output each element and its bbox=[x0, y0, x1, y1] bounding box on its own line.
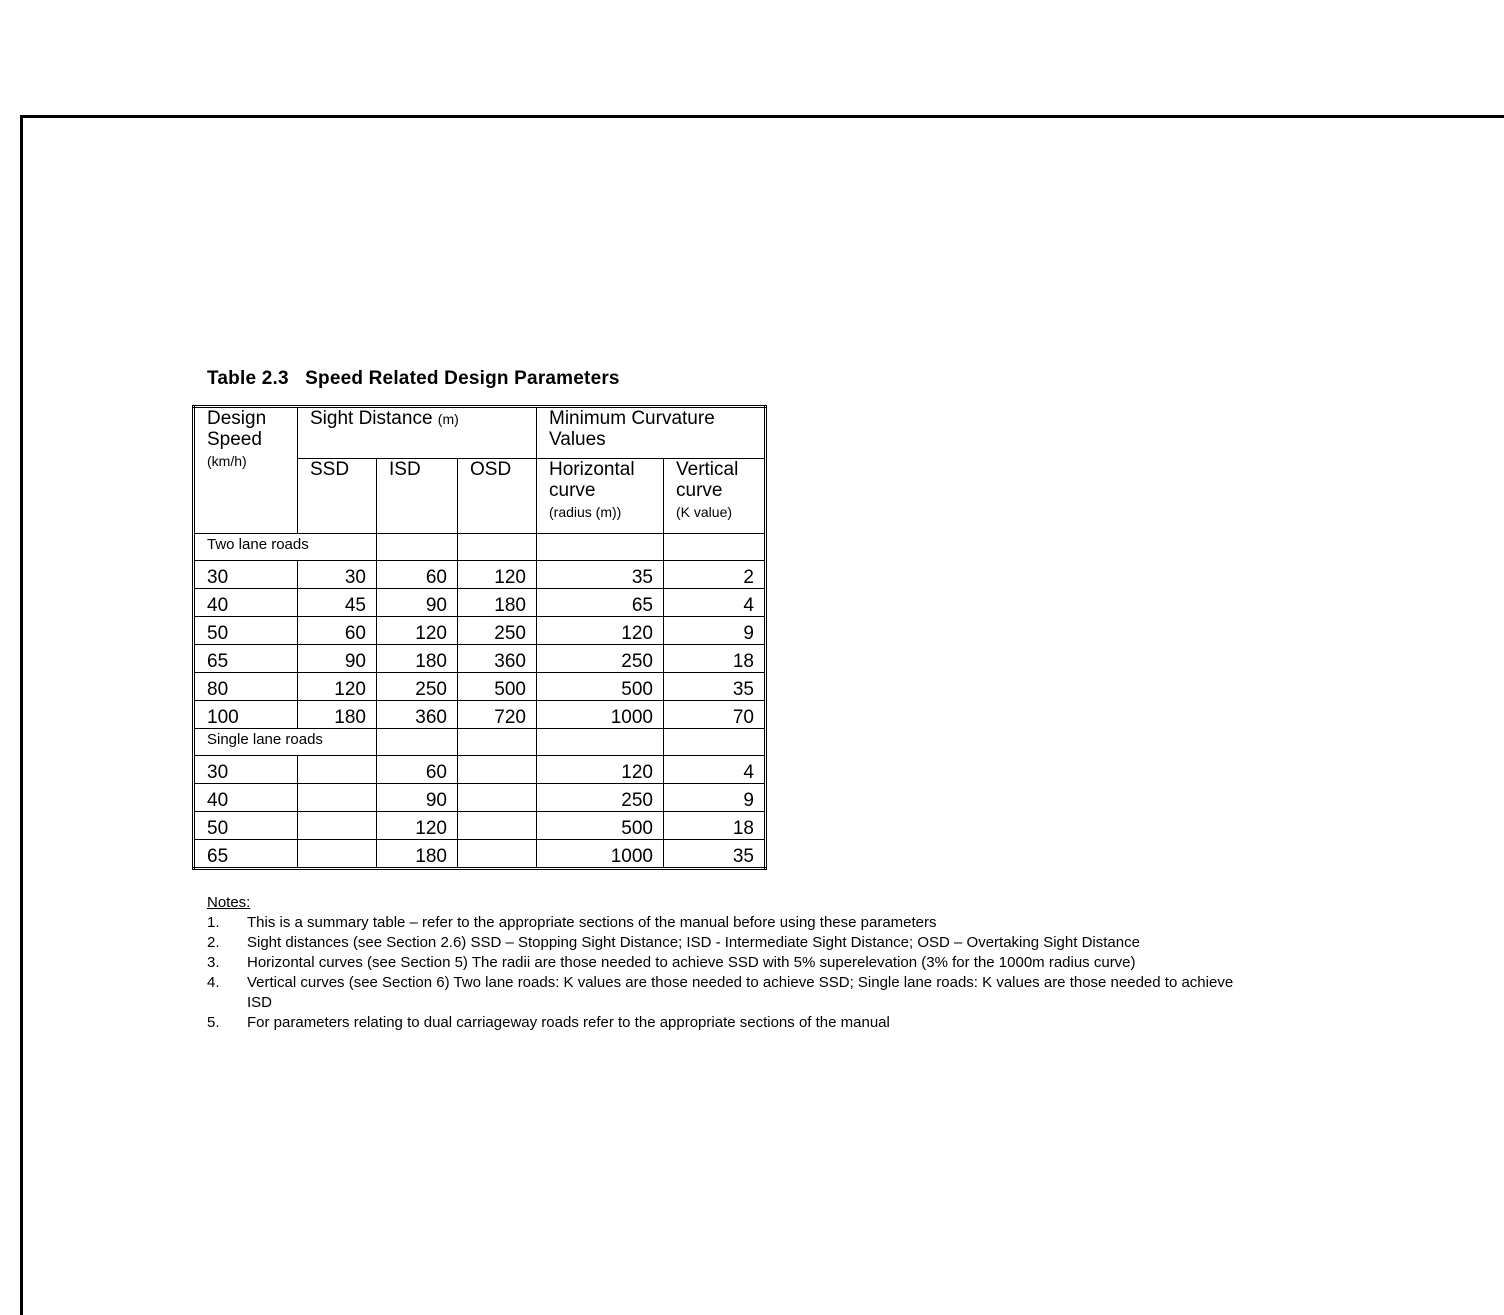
table-row bbox=[194, 645, 766, 673]
table-cell: 50 bbox=[194, 812, 298, 840]
table-row bbox=[194, 673, 766, 701]
table-cell: 250 bbox=[537, 784, 664, 812]
table-cell: 120 bbox=[537, 756, 664, 784]
table-body bbox=[194, 534, 766, 869]
table-cell: 500 bbox=[458, 673, 537, 701]
note-text: Sight distances (see Section 2.6) SSD – Stopping Sight Distance; ISD - Intermediate Sight Distance; OSD – Overtaking Sight Distance bbox=[247, 934, 1140, 951]
table-title: Table 2.3 Speed Related Design Parameters bbox=[207, 368, 620, 389]
table-cell: 2 bbox=[664, 561, 766, 589]
horizontal-curve-unit: (radius (m)) bbox=[549, 504, 622, 520]
empty-cell bbox=[377, 729, 458, 756]
table-cell: 18 bbox=[664, 645, 766, 673]
header-row-1 bbox=[194, 407, 766, 459]
notes-list bbox=[207, 913, 1237, 1033]
table-cell: 500 bbox=[537, 812, 664, 840]
notes bbox=[207, 893, 1237, 1033]
table-cell: 30 bbox=[194, 561, 298, 589]
empty-cell bbox=[458, 729, 537, 756]
note-number: 4. bbox=[207, 974, 220, 991]
table-cell: 35 bbox=[537, 561, 664, 589]
section-row bbox=[194, 534, 766, 561]
table-cell: 60 bbox=[377, 561, 458, 589]
table-cell: 720 bbox=[458, 701, 537, 729]
table-cell: 180 bbox=[298, 701, 377, 729]
note-text: Horizontal curves (see Section 5) The radii are those needed to achieve SSD with 5% superelevation (3% for the 1000m radius curve) bbox=[247, 954, 1136, 971]
table-cell: 30 bbox=[194, 756, 298, 784]
table-cell: 65 bbox=[194, 645, 298, 673]
empty-cell bbox=[537, 729, 664, 756]
note-item bbox=[207, 953, 1237, 973]
table-cell: 65 bbox=[537, 589, 664, 617]
section-label: Single lane roads bbox=[194, 729, 377, 756]
section-row bbox=[194, 729, 766, 756]
table-cell: 35 bbox=[664, 840, 766, 869]
note-number: 1. bbox=[207, 914, 220, 931]
horizontal-curve-label: Horizontal curve bbox=[549, 459, 635, 501]
horizontal-curve-header bbox=[537, 459, 664, 534]
table-cell: 4 bbox=[664, 589, 766, 617]
empty-cell bbox=[377, 534, 458, 561]
vertical-curve-label: Vertical curve bbox=[676, 459, 739, 501]
table-cell bbox=[458, 756, 537, 784]
table-cell: 40 bbox=[194, 784, 298, 812]
table-cell: 50 bbox=[194, 617, 298, 645]
table-cell bbox=[298, 812, 377, 840]
sight-distance-label: Sight Distance bbox=[310, 408, 433, 429]
note-text: For parameters relating to dual carriageway roads refer to the appropriate sections of the manual bbox=[247, 1014, 890, 1031]
design-speed-unit: (km/h) bbox=[207, 453, 247, 469]
table-cell: 120 bbox=[298, 673, 377, 701]
table-cell bbox=[458, 812, 537, 840]
notes-title: Notes: bbox=[207, 894, 251, 911]
sight-distance-header bbox=[298, 407, 537, 459]
table-cell: 250 bbox=[458, 617, 537, 645]
table-row bbox=[194, 812, 766, 840]
table-row bbox=[194, 840, 766, 869]
table-cell: 180 bbox=[458, 589, 537, 617]
table-cell: 180 bbox=[377, 645, 458, 673]
table-cell bbox=[298, 840, 377, 869]
note-item bbox=[207, 913, 1237, 933]
section-label: Two lane roads bbox=[194, 534, 377, 561]
table-cell bbox=[298, 756, 377, 784]
table-cell: 1000 bbox=[537, 701, 664, 729]
min-curvature-label: Minimum Curvature Values bbox=[549, 408, 715, 450]
note-number: 2. bbox=[207, 934, 220, 951]
table-cell: 9 bbox=[664, 617, 766, 645]
vertical-curve-unit: (K value) bbox=[676, 504, 733, 520]
table-cell: 250 bbox=[377, 673, 458, 701]
table-cell: 60 bbox=[377, 756, 458, 784]
note-item bbox=[207, 973, 1237, 1013]
table-cell: 30 bbox=[298, 561, 377, 589]
note-number: 5. bbox=[207, 1014, 220, 1031]
design-speed-header bbox=[194, 407, 298, 534]
table-row bbox=[194, 784, 766, 812]
osd-header: OSD bbox=[458, 459, 537, 534]
design-speed-label: Design Speed bbox=[207, 408, 267, 450]
table-cell: 180 bbox=[377, 840, 458, 869]
table-row bbox=[194, 561, 766, 589]
table-cell bbox=[458, 840, 537, 869]
table-cell: 4 bbox=[664, 756, 766, 784]
table-cell: 70 bbox=[664, 701, 766, 729]
table-row bbox=[194, 589, 766, 617]
table-cell: 80 bbox=[194, 673, 298, 701]
min-curvature-header bbox=[537, 407, 766, 459]
table-cell: 18 bbox=[664, 812, 766, 840]
table-cell: 9 bbox=[664, 784, 766, 812]
table-cell: 90 bbox=[377, 589, 458, 617]
sight-distance-unit: (m) bbox=[437, 411, 459, 427]
note-text: This is a summary table – refer to the appropriate sections of the manual before using these parameters bbox=[247, 914, 937, 931]
table-cell: 1000 bbox=[537, 840, 664, 869]
note-item bbox=[207, 1013, 1237, 1033]
table-row bbox=[194, 617, 766, 645]
table-cell bbox=[298, 784, 377, 812]
table-cell bbox=[458, 784, 537, 812]
table-cell: 45 bbox=[298, 589, 377, 617]
design-parameters-table bbox=[192, 405, 767, 870]
note-number: 3. bbox=[207, 954, 220, 971]
table-cell: 250 bbox=[537, 645, 664, 673]
vertical-curve-header bbox=[664, 459, 766, 534]
table-cell: 360 bbox=[458, 645, 537, 673]
table-cell: 120 bbox=[458, 561, 537, 589]
empty-cell bbox=[664, 534, 766, 561]
empty-cell bbox=[458, 534, 537, 561]
table-cell: 90 bbox=[298, 645, 377, 673]
note-text: Vertical curves (see Section 6) Two lane roads: K values are those needed to achieve SSD; Single lane roads: K values are those needed to achieve ISD bbox=[247, 974, 1234, 1011]
table-cell: 120 bbox=[377, 812, 458, 840]
ssd-header: SSD bbox=[298, 459, 377, 534]
table-cell: 90 bbox=[377, 784, 458, 812]
table-cell: 120 bbox=[537, 617, 664, 645]
table-cell: 35 bbox=[664, 673, 766, 701]
table-cell: 500 bbox=[537, 673, 664, 701]
table-cell: 120 bbox=[377, 617, 458, 645]
table-cell: 40 bbox=[194, 589, 298, 617]
table-cell: 360 bbox=[377, 701, 458, 729]
table-cell: 100 bbox=[194, 701, 298, 729]
empty-cell bbox=[664, 729, 766, 756]
empty-cell bbox=[537, 534, 664, 561]
table-cell: 65 bbox=[194, 840, 298, 869]
note-item bbox=[207, 933, 1237, 953]
table-cell: 60 bbox=[298, 617, 377, 645]
isd-header: ISD bbox=[377, 459, 458, 534]
table-row bbox=[194, 701, 766, 729]
table-row bbox=[194, 756, 766, 784]
